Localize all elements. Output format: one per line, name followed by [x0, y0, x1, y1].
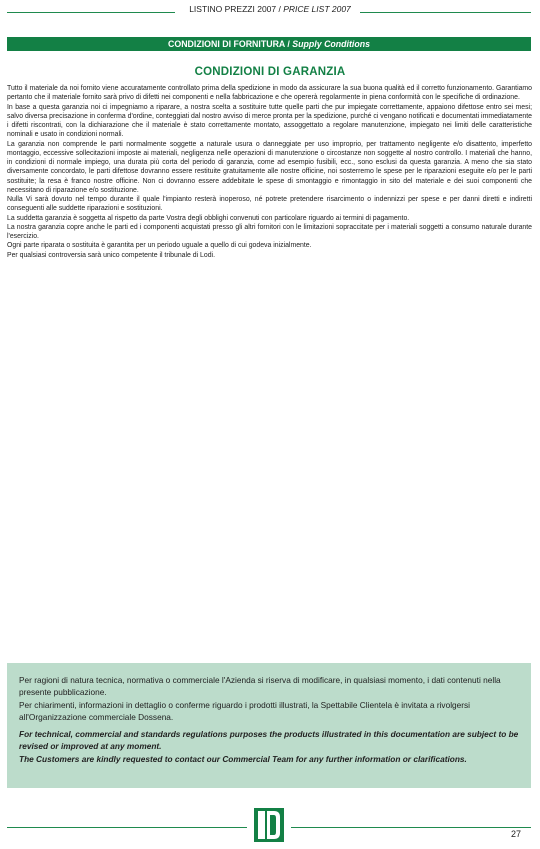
- header-title-en: PRICE LIST 2007: [283, 4, 351, 14]
- section-title-it: CONDIZIONI DI FORNITURA /: [168, 39, 293, 49]
- body-paragraph: Ogni parte riparata o sostituita è garantita per un periodo uguale a quello di cui godeva inizialmente.: [7, 242, 312, 250]
- body-paragraph: Nulla Vi sarà dovuto nel tempo durante il quale l'impianto resterà inoperoso, né potrete pretendere risarcimento o indennizzi per spese e per danni diretti e indiretti conseguenti alle suddette riparazioni e sostituzioni.: [7, 196, 532, 213]
- guarantee-title: CONDIZIONI DI GARANZIA: [194, 66, 346, 78]
- section-title-en: Supply Conditions: [292, 39, 370, 49]
- body-paragraph: La nostra garanzia copre anche le parti ed i componenti acquistati presso gli altri fornitori con le limitazioni sopraccitate per i materiali soggetti a consumo naturale durante l'esercizio.: [7, 223, 532, 240]
- body-paragraph: Per qualsiasi controversia sarà unico competente il tribunale di Lodi.: [7, 251, 215, 259]
- notice-it-1: Per ragioni di natura tecnica, normativa o commerciale l'Azienda si riserva di modificare, in qualsiasi momento, i dati contenuti nella presente pubblicazione.: [19, 675, 501, 698]
- footer-rule-right: [291, 827, 531, 828]
- page-header: [0, 4, 540, 14]
- header-title-it: LISTINO PREZZI 2007 /: [189, 4, 284, 14]
- notice-it-2: Per chiarimenti, informazioni in dettaglio o conferme riguardo i prodotti illustrati, la Spettabile Clientela è invitata a rivolgersi all'Organizzazione commerciale Dossena.: [19, 699, 471, 722]
- section-title-bar: [7, 37, 531, 51]
- footer-rule-left: [7, 827, 247, 828]
- notice-box: [7, 663, 531, 788]
- page-number: 27: [511, 829, 522, 839]
- notice-content: [19, 674, 519, 765]
- dossena-logo-icon: [254, 806, 284, 844]
- body-paragraph: La garanzia non comprende le parti normalmente soggette a naturale usura o danneggiate per uso improprio, per trattamento negligente e/o disattento, imperfetto montaggio, eccessive sollecitazioni imposte ai materiali, negligenza nelle operazioni di manutenzione o circostanze non soggette al nostro controllo. I materiali che hanno, in condizioni di normale impiego, una durata più corta del periodo di garanzia, come ad esempio fusibili, ecc., sono esclusi da questa garanzia. A meno che sia stato diversamente concordato, le parti difettose dovranno essere restituite gratuitamente alle nostre officine, noi sosterremo le spese per le riparazioni eseguite e/o per le parti sostituite; la resa è franco nostre officine. Non ci dovranno essere addebitate le spese di smontaggio e rimontaggio in sito del materiale e dei suoi componenti che necessitano di riparazione e/o sostituzione.: [7, 140, 532, 194]
- notice-en-2: The Customers are kindly requested to contact our Commercial Team for any further information or clarifications.: [19, 753, 467, 764]
- body-paragraph: Tutto il materiale da noi fornito viene accuratamente controllato prima della spedizione in modo da assicurare la sua buona qualità ed il corretto funzionamento. Garantiamo pertanto che il materiale fornito sarà privo di difetti nei componenti e nella fabbricazione e che opererà regolarmente in piena conformità con le specifiche di ordinazione.: [7, 85, 532, 102]
- body-paragraph: In base a questa garanzia noi ci impegniamo a riparare, a nostra scelta a sostituire tutte quelle parti che pur impiegate correttamente, appaiono difettose entro sei mesi; salvo diversa precisazione in conferma d'ordine, conteggiati dal nostro avviso di merce pronta per la spedizione, purché ci vengano notificati e documentati immediatamente i difetti riscontrati, con la dichiarazione che il materiale è stato correttamente montato, assoggettato a regolare manutenzione, impiegato nei limiti delle caratteristiche nominali e usato in condizioni normali.: [7, 103, 532, 139]
- body-paragraph: La suddetta garanzia è soggetta al rispetto da parte Vostra degli obblighi convenuti con particolare riguardo ai termini di pagamento.: [7, 214, 410, 222]
- guarantee-body: [7, 84, 532, 260]
- notice-en-1: For technical, commercial and standards regulations purposes the products illustrated in this documentation are subject to be revised or improved at any moment.: [19, 729, 519, 752]
